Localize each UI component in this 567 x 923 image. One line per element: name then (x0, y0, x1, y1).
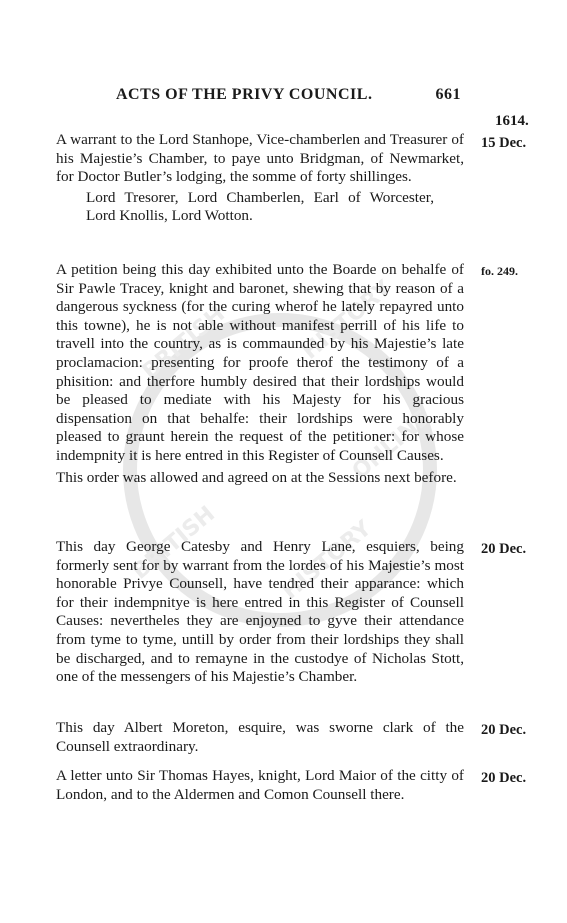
page-number: 661 (435, 86, 461, 103)
entry-text: A warrant to the Lord Stanhope, Vice-chamberlen and Treasurer of his Majestie’s Chamber, to paye unto Bridgman, of Newmarket, for Doctor Butler’s lodging, the somme of forty shillinges. (56, 131, 464, 186)
svg-text:BRITISH: BRITISH (127, 501, 220, 585)
svg-text:ONLINE: ONLINE (347, 405, 435, 485)
entry-text: A letter unto Sir Thomas Hayes, knight, Lord Maior of the citty of London, and to the Aldermen and Comon Counsell there. (56, 767, 464, 803)
margin-date: 20 Dec. (481, 722, 527, 738)
margin-folio: fo. 249. (481, 264, 518, 278)
margin-date: 20 Dec. (481, 770, 527, 786)
entry-text: A petition being this day exhibited unto the Boarde on behalfe of Sir Pawle Tracey, knight and baronet, shewing that by reason of a dangerous syckness (for the curing wherof he lately repayred unto this towne), he is not able without manifest perrill of his life to travell into the country, as is commaunded by his Majestie’s late proclamacion: presenting for proofe therof the testimony of a phisition: and therfore humbly desired that their lordships would be pleased to mediate with his Majesty for his gracious dispensation on that behalfe: their lordships were honorably pleased to graunt herein the request of the petitioner: for whose indempnity it is here entred in this Register of Counsell Causes. (56, 261, 464, 464)
svg-text:HISTORY: HISTORY (297, 276, 397, 365)
entry-petition (56, 261, 464, 487)
entry-text: This day George Catesby and Henry Lane, esquiers, being formerly sent for by warrant from the lordes of his Majestie’s most honorable Privye Counsell, have tendred their apparance: which for their indempnitye is here entred in this Register of Counsell Causes: nevertheles they are enjoyned to gyve their attendance from tyme to tyme, untill by order from their lordships they shall be discharged, and to remayne in the custodye of Nicholas Stott, one of the messengers of his Majestie’s Chamber. (56, 538, 464, 686)
svg-text:BRITISH: BRITISH (137, 301, 230, 385)
margin-date: 20 Dec. (481, 541, 527, 557)
svg-text:HISTORY: HISTORY (277, 516, 377, 605)
entry-note: This order was allowed and agreed on at the Sessions next before. (56, 468, 457, 486)
attendance-list: Lord Tresorer, Lord Chamberlen, Earl of Worcester, Lord Knollis, Lord Wotton. (86, 188, 434, 225)
entry-sworn-clerk (56, 719, 464, 756)
margin-year: 1614. (495, 113, 529, 129)
entry-text: This day Albert Moreton, esquire, was sworne clark of the Counsell extraordinary. (56, 719, 464, 755)
margin-date: 15 Dec. (481, 135, 527, 151)
entry-warrant (56, 131, 464, 226)
entry-apparance (56, 538, 464, 687)
running-title: ACTS OF THE PRIVY COUNCIL. (116, 86, 373, 103)
entry-letter (56, 767, 464, 804)
